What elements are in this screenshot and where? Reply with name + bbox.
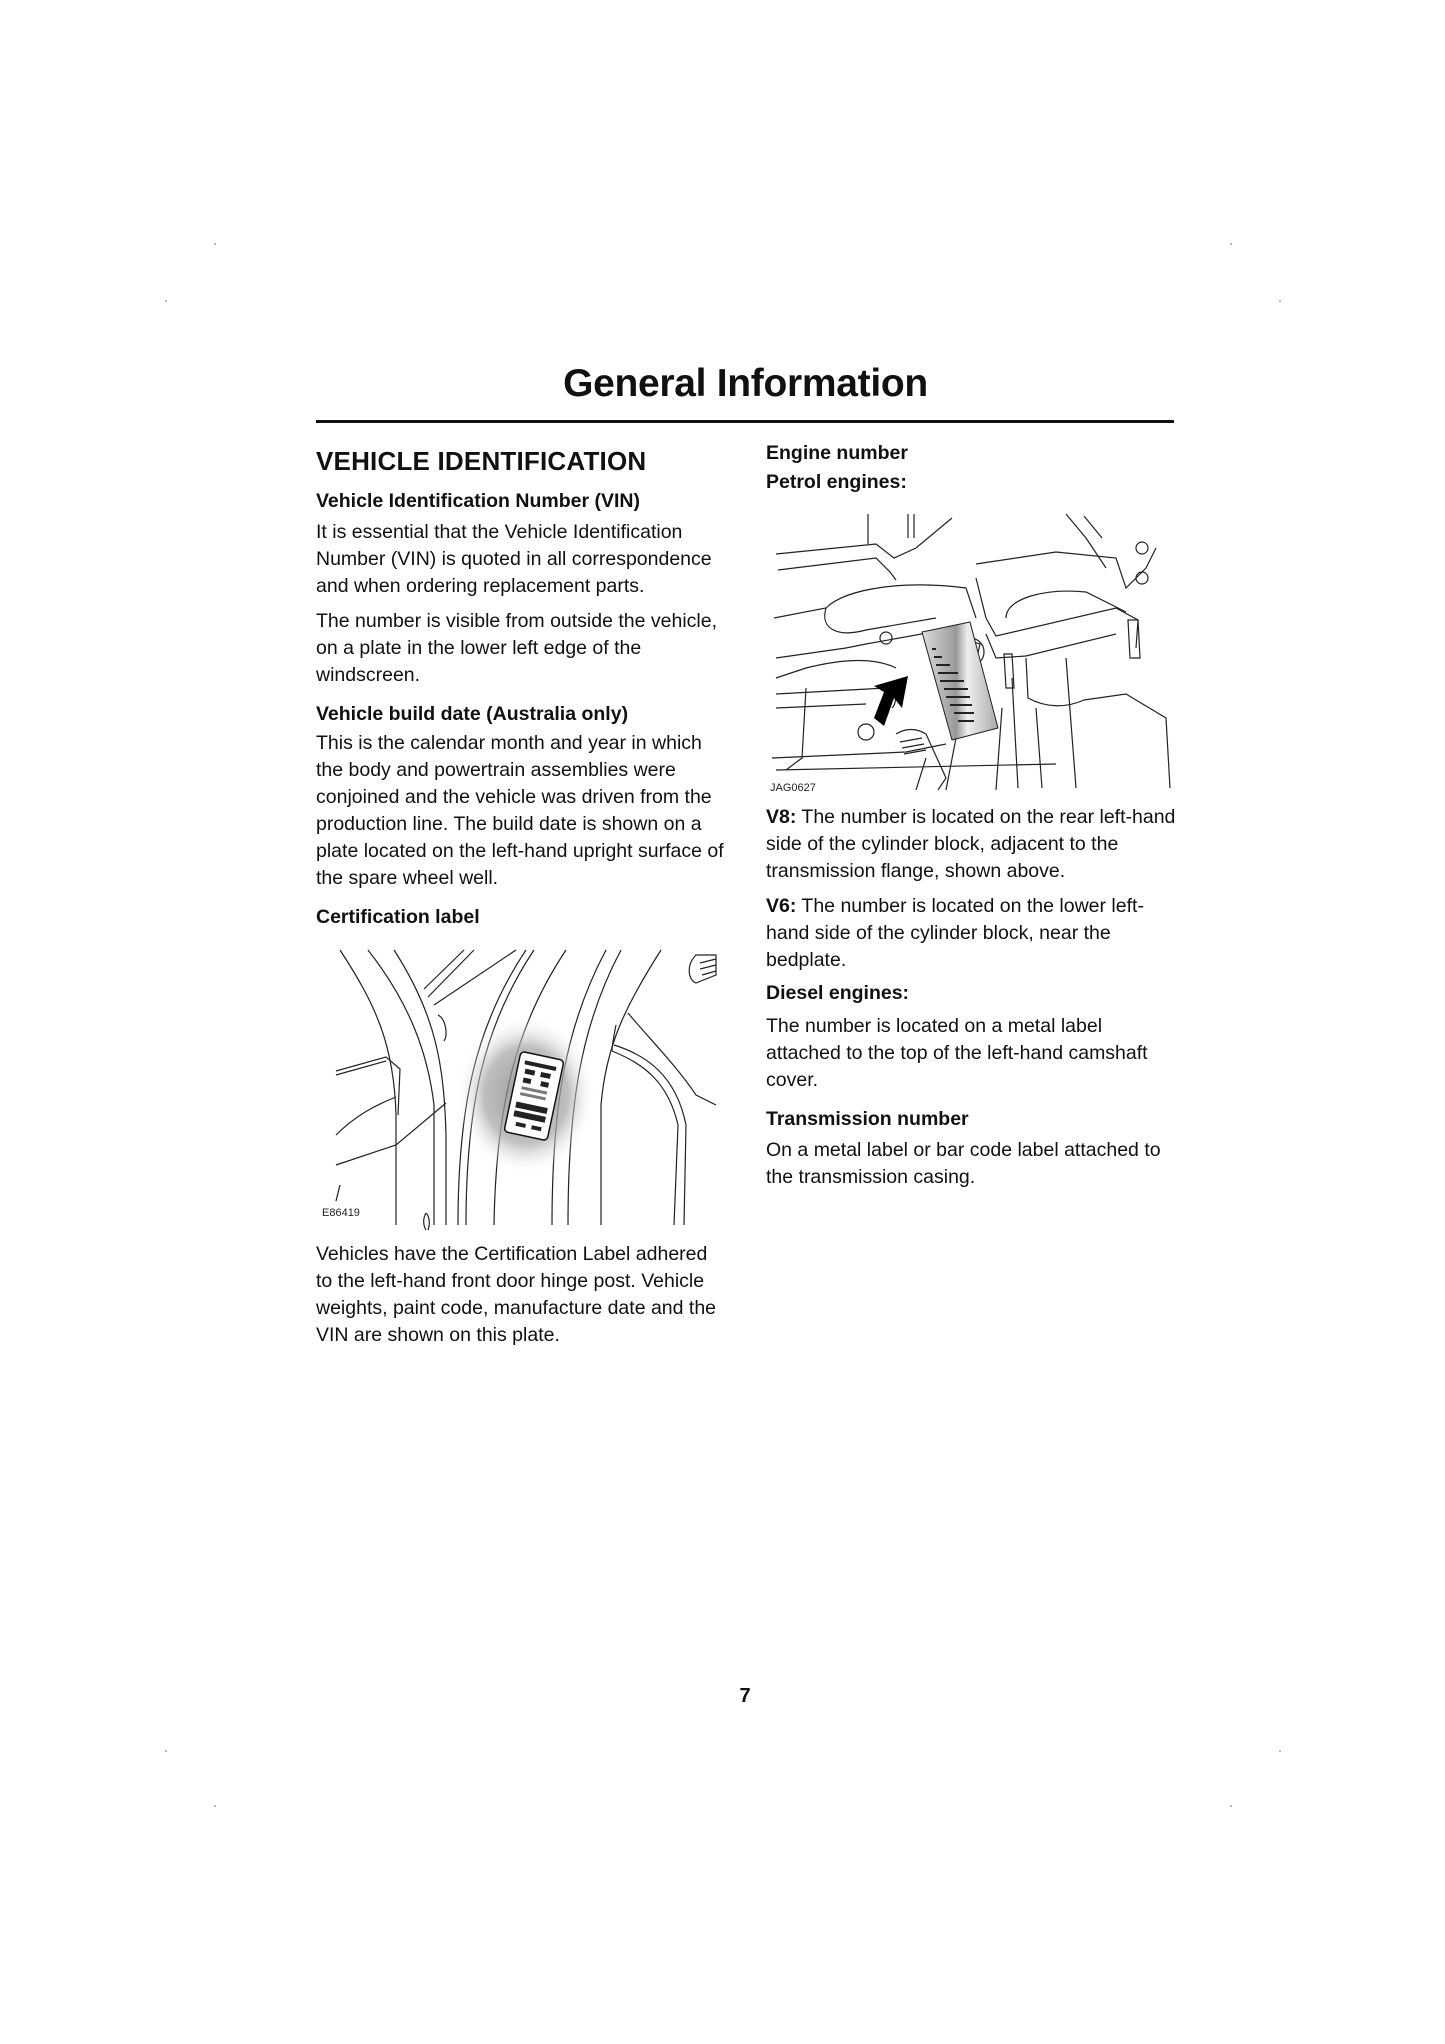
build-date-heading: Vehicle build date (Australia only) <box>316 703 629 725</box>
vin-paragraph-1: It is essential that the Vehicle Identification Number (VIN) is quoted in all correspondence and when ordering replacement parts. <box>316 521 712 597</box>
crop-mark <box>214 243 216 245</box>
crop-mark <box>214 1805 216 1807</box>
crop-mark <box>1279 1750 1281 1752</box>
left-column <box>316 436 726 1349</box>
build-date-paragraph: This is the calendar month and year in which the body and powertrain assemblies were conjoined and the vehicle was driven from the production line. The build date is shown on a plate located on the left-hand upright surface of the spare wheel well. <box>316 732 724 889</box>
v6-text: The number is located on the lower left-hand side of the cylinder block, near the bedplate. <box>766 895 1144 971</box>
crop-mark <box>1230 1805 1232 1807</box>
title-divider <box>316 420 1174 423</box>
door-hinge-post-illustration <box>316 945 726 1235</box>
vin-paragraph-2: The number is visible from outside the vehicle, on a plate in the lower left edge of the windscreen. <box>316 610 718 686</box>
engine-number-plate <box>922 622 998 740</box>
v8-paragraph <box>766 804 1176 885</box>
v6-label: V6: <box>766 895 797 917</box>
crop-mark <box>1230 243 1232 245</box>
diesel-paragraph: The number is located on a metal label attached to the top of the left-hand camshaft cover. <box>766 1015 1148 1091</box>
right-column <box>766 436 1176 1191</box>
engine-number-heading: Engine number <box>766 442 908 464</box>
figure-code: E86419 <box>322 1207 360 1219</box>
diesel-engines-heading: Diesel engines: <box>766 982 910 1004</box>
arrow-icon <box>874 676 908 726</box>
section-heading: VEHICLE IDENTIFICATION <box>316 446 647 476</box>
v6-paragraph <box>766 893 1176 974</box>
transmission-number-heading: Transmission number <box>766 1108 969 1130</box>
crop-mark <box>165 300 167 302</box>
engine-block-illustration <box>766 508 1176 798</box>
crop-mark <box>165 1750 167 1752</box>
crop-mark <box>1279 300 1281 302</box>
vin-heading: Vehicle Identification Number (VIN) <box>316 490 640 512</box>
page-number: 7 <box>739 1685 751 1707</box>
engine-number-figure <box>766 508 1176 798</box>
figure-code: JAG0627 <box>770 782 816 794</box>
page-title: General Information <box>563 362 928 405</box>
transmission-paragraph: On a metal label or bar code label attached to the transmission casing. <box>766 1139 1161 1188</box>
petrol-engines-heading: Petrol engines: <box>766 471 907 493</box>
v8-text: The number is located on the rear left-hand side of the cylinder block, adjacent to the transmission flange, shown above. <box>766 806 1176 882</box>
certification-paragraph: Vehicles have the Certification Label adhered to the left-hand front door hinge post. Vehicle weights, paint code, manufacture date and the VIN are shown on this plate. <box>316 1243 717 1346</box>
v8-label: V8: <box>766 806 797 828</box>
certification-heading: Certification label <box>316 906 480 928</box>
certification-label-figure <box>316 945 726 1235</box>
